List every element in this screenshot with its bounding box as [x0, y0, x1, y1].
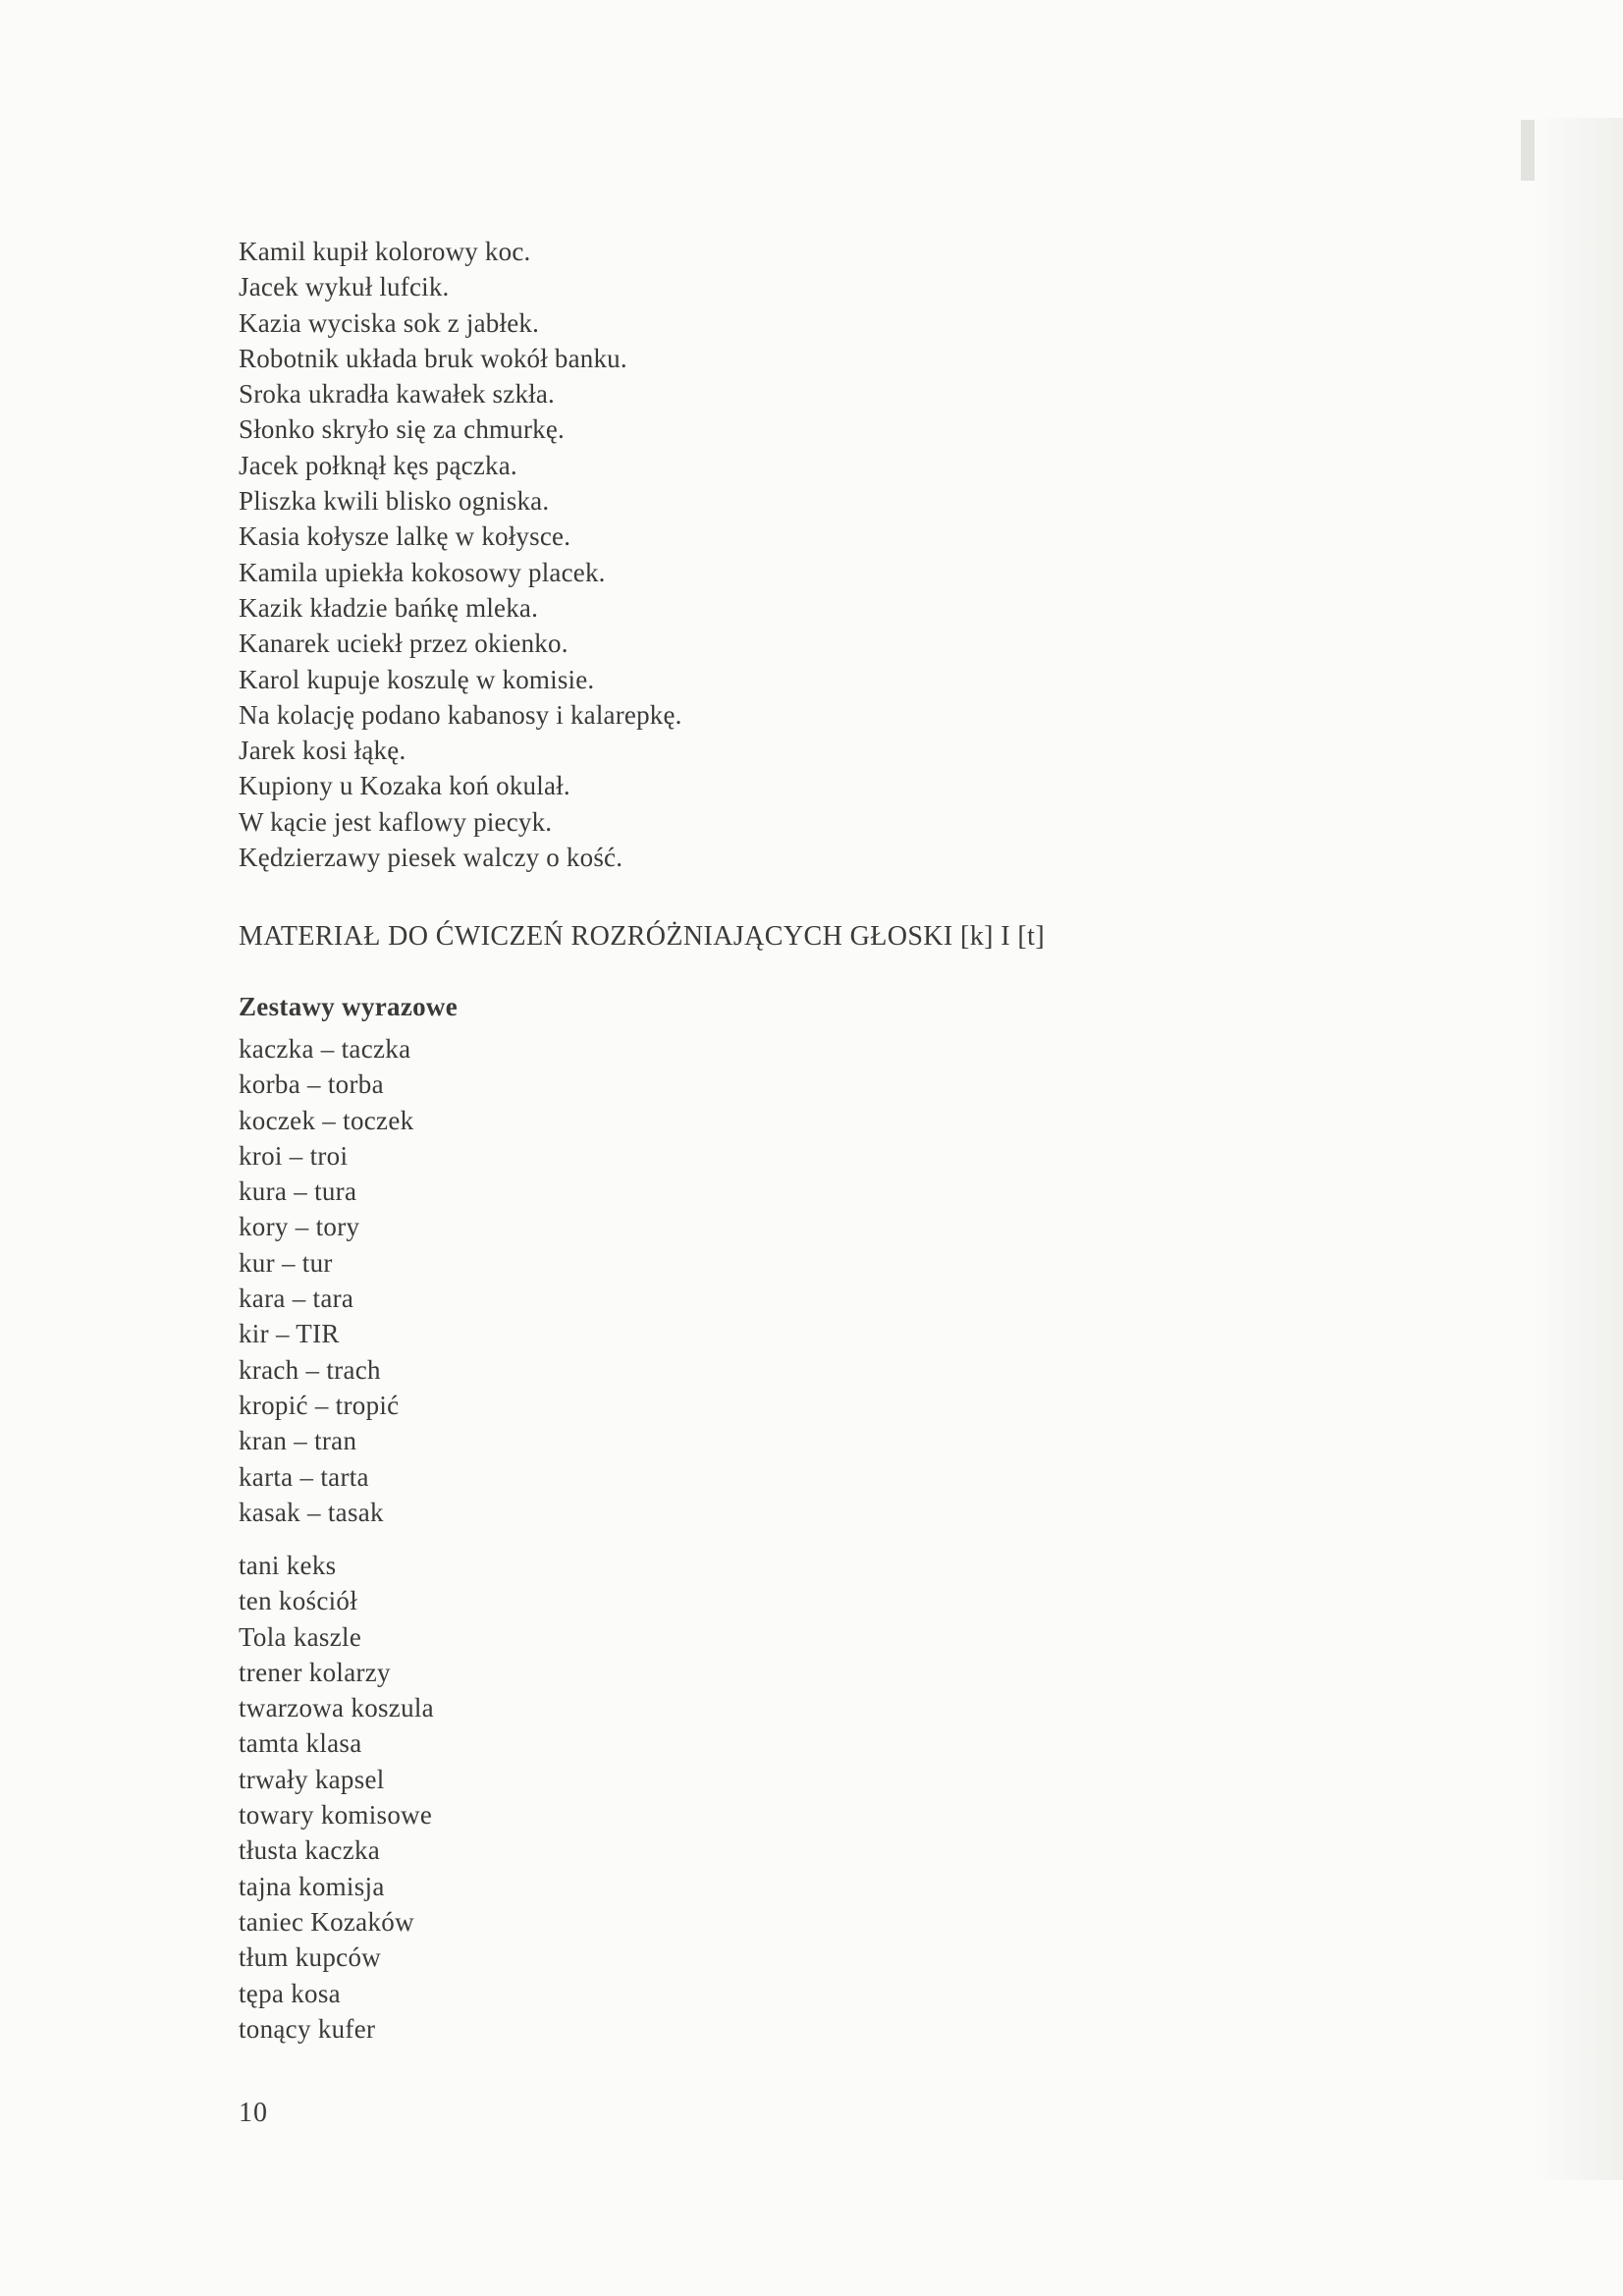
word-pair: kory – tory — [239, 1212, 360, 1242]
sentence-line: Kasia kołysze lalkę w kołysce. — [239, 521, 571, 552]
sentence-line: Na kolację podano kabanosy i kalarepkę. — [239, 699, 682, 730]
sentence-line: Robotnik układa bruk wokół banku. — [239, 343, 627, 373]
sentence-line: Jarek kosi łąkę. — [239, 736, 406, 766]
sentence-line: Pliszka kwili blisko ogniska. — [239, 486, 550, 517]
word-pair: kura – tura — [239, 1176, 357, 1207]
word-pair: kasak – tasak — [239, 1497, 384, 1527]
sentence-line: Karol kupuje koszulę w komisie. — [239, 664, 595, 694]
word-phrase: tępa kosa — [239, 1978, 341, 2008]
page-edge-shadow — [1535, 118, 1623, 2180]
sentence-line: Kamila upiekła kokosowy placek. — [239, 557, 606, 587]
word-pair: kir – TIR — [239, 1319, 340, 1349]
word-phrase: tłum kupców — [239, 1942, 382, 1973]
word-phrase: tonący kufer — [239, 2013, 376, 2044]
word-phrase: tłusta kaczka — [239, 1835, 381, 1866]
word-phrase: tamta klasa — [239, 1728, 362, 1759]
word-phrase: tajna komisja — [239, 1871, 385, 1901]
word-phrase: towary komisowe — [239, 1800, 433, 1831]
section-heading: MATERIAŁ DO ĆWICZEŃ ROZRÓŻNIAJĄCYCH GŁOSKI [k] I [t] — [239, 921, 1046, 952]
sentence-line: Kędzierzawy piesek walczy o kość. — [239, 843, 623, 873]
sentence-line: Kamil kupił kolorowy koc. — [239, 237, 531, 266]
sentence-line: Kupiony u Kozaka koń okulał. — [239, 771, 570, 801]
sentence-line: Kanarek uciekł przez okienko. — [239, 629, 568, 659]
word-pair-list — [239, 1031, 413, 1530]
sentence-line: Jacek połknął kęs pączka. — [239, 450, 517, 480]
word-pair: krach – trach — [239, 1354, 381, 1385]
word-phrase: trener kolarzy — [239, 1657, 391, 1687]
sentence-line: Sroka ukradła kawałek szkła. — [239, 379, 555, 410]
word-phrase: twarzowa koszula — [239, 1693, 434, 1723]
page-edge-mark — [1521, 120, 1535, 181]
word-pair: kran – tran — [239, 1426, 357, 1456]
sentence-list — [239, 234, 1319, 875]
sentence-line: W kącie jest kaflowy piecyk. — [239, 806, 553, 837]
word-pair: kara – tara — [239, 1284, 354, 1314]
word-phrase: tani keks — [239, 1551, 337, 1580]
word-pair: korba – torba — [239, 1069, 384, 1100]
sentence-line: Kazik kładzie bańkę mleka. — [239, 592, 539, 623]
sentence-line: Jacek wykuł lufcik. — [239, 272, 450, 302]
word-phrase: Tola kaszle — [239, 1621, 362, 1652]
word-phrase-list — [239, 1548, 434, 2047]
word-pair: kur – tur — [239, 1247, 333, 1278]
page-number: 10 — [239, 2098, 268, 2128]
word-pair: koczek – toczek — [239, 1105, 414, 1135]
word-pair: karta – tarta — [239, 1461, 369, 1492]
subheading: Zestawy wyrazowe — [239, 992, 458, 1021]
sentence-line: Słonko skryło się za chmurkę. — [239, 414, 565, 445]
sentence-line: Kazia wyciska sok z jabłek. — [239, 307, 540, 338]
page-content — [239, 234, 1319, 2044]
word-pair: kropić – tropić — [239, 1390, 400, 1420]
word-phrase: trwały kapsel — [239, 1764, 385, 1794]
word-phrase: taniec Kozaków — [239, 1906, 414, 1937]
word-pair: kroi – troi — [239, 1140, 349, 1171]
word-pair: kaczka – taczka — [239, 1034, 411, 1064]
word-phrase: ten kościół — [239, 1586, 358, 1616]
